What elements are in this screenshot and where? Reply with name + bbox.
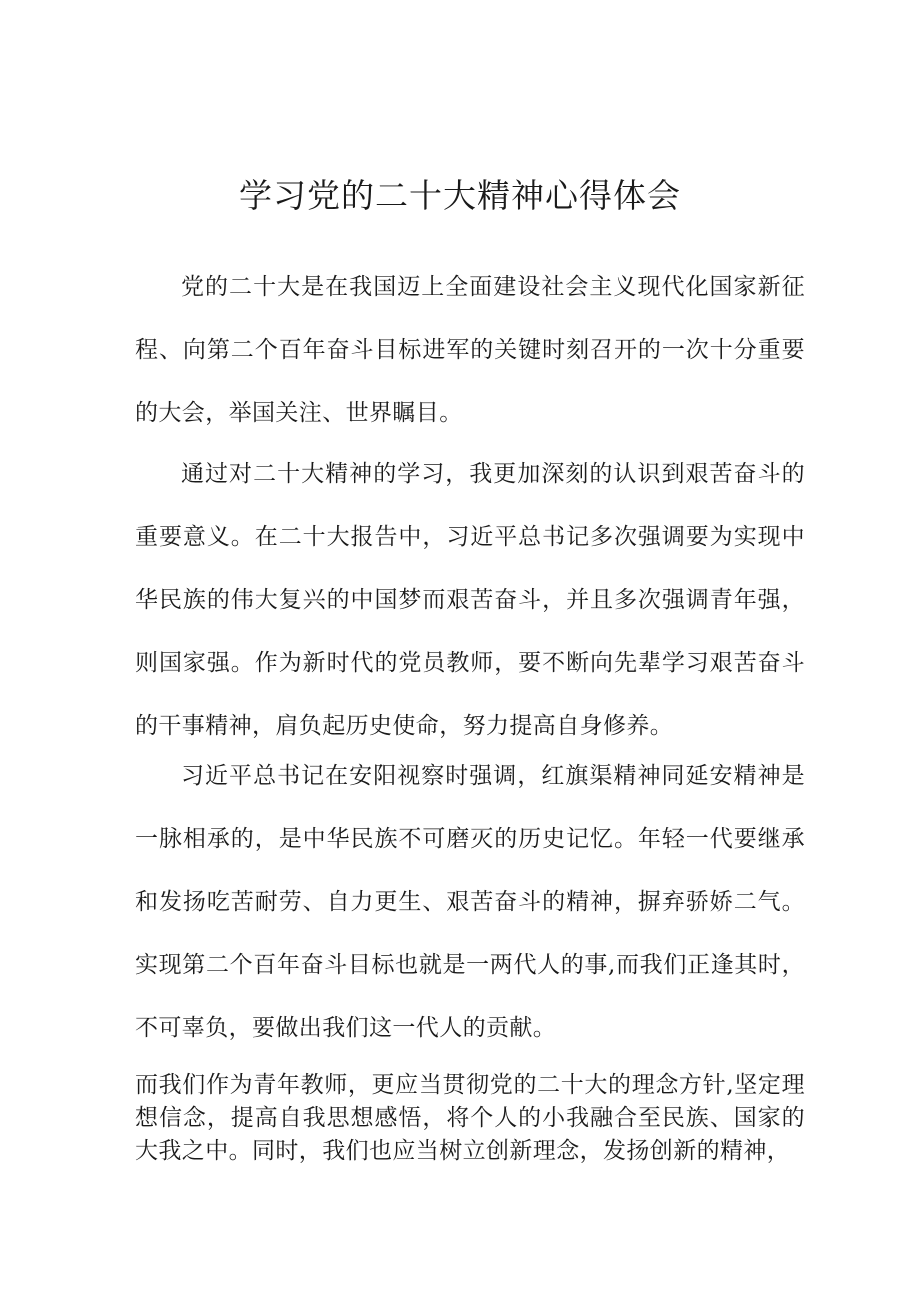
paragraph-3: 习近平总书记在安阳视察时强调，红旗渠精神同延安精神是一脉相承的，是中华民族不可磨灭的历史记忆。年轻一代要继承和发扬吃苦耐劳、自力更生、艰苦奋斗的精神，摒弃骄娇二气。实现第二个百年奋斗目标也就是一两代人的事,而我们正逢其时，不可辜负，要做出我们这一代人的贡献。	[135, 763, 805, 1041]
paragraph-1: 党的二十大是在我国迈上全面建设社会主义现代化国家新征程、向第二个百年奋斗目标进军的关键时刻召开的一次十分重要的大会，举国关注、世界瞩目。	[135, 274, 805, 426]
paragraph-4: 而我们作为青年教师，更应当贯彻党的二十大的理念方针,坚定理想信念，提高自我思想感悟，将个人的小我融合至民族、国家的大我之中。同时，我们也应当树立创新理念，发扬创新的精神，	[135, 1072, 805, 1164]
paragraph-2: 通过对二十大精神的学习，我更加深刻的认识到艰苦奋斗的重要意义。在二十大报告中，习近平总书记多次强调要为实现中华民族的伟大复兴的中国梦而艰苦奋斗，并且多次强调青年强，则国家强。作为新时代的党员教师，要不断向先辈学习艰苦奋斗的干事精神，肩负起历史使命，努力提高自身修养。	[135, 461, 805, 739]
document-title: 学习党的二十大精神心得体会	[239, 176, 681, 215]
